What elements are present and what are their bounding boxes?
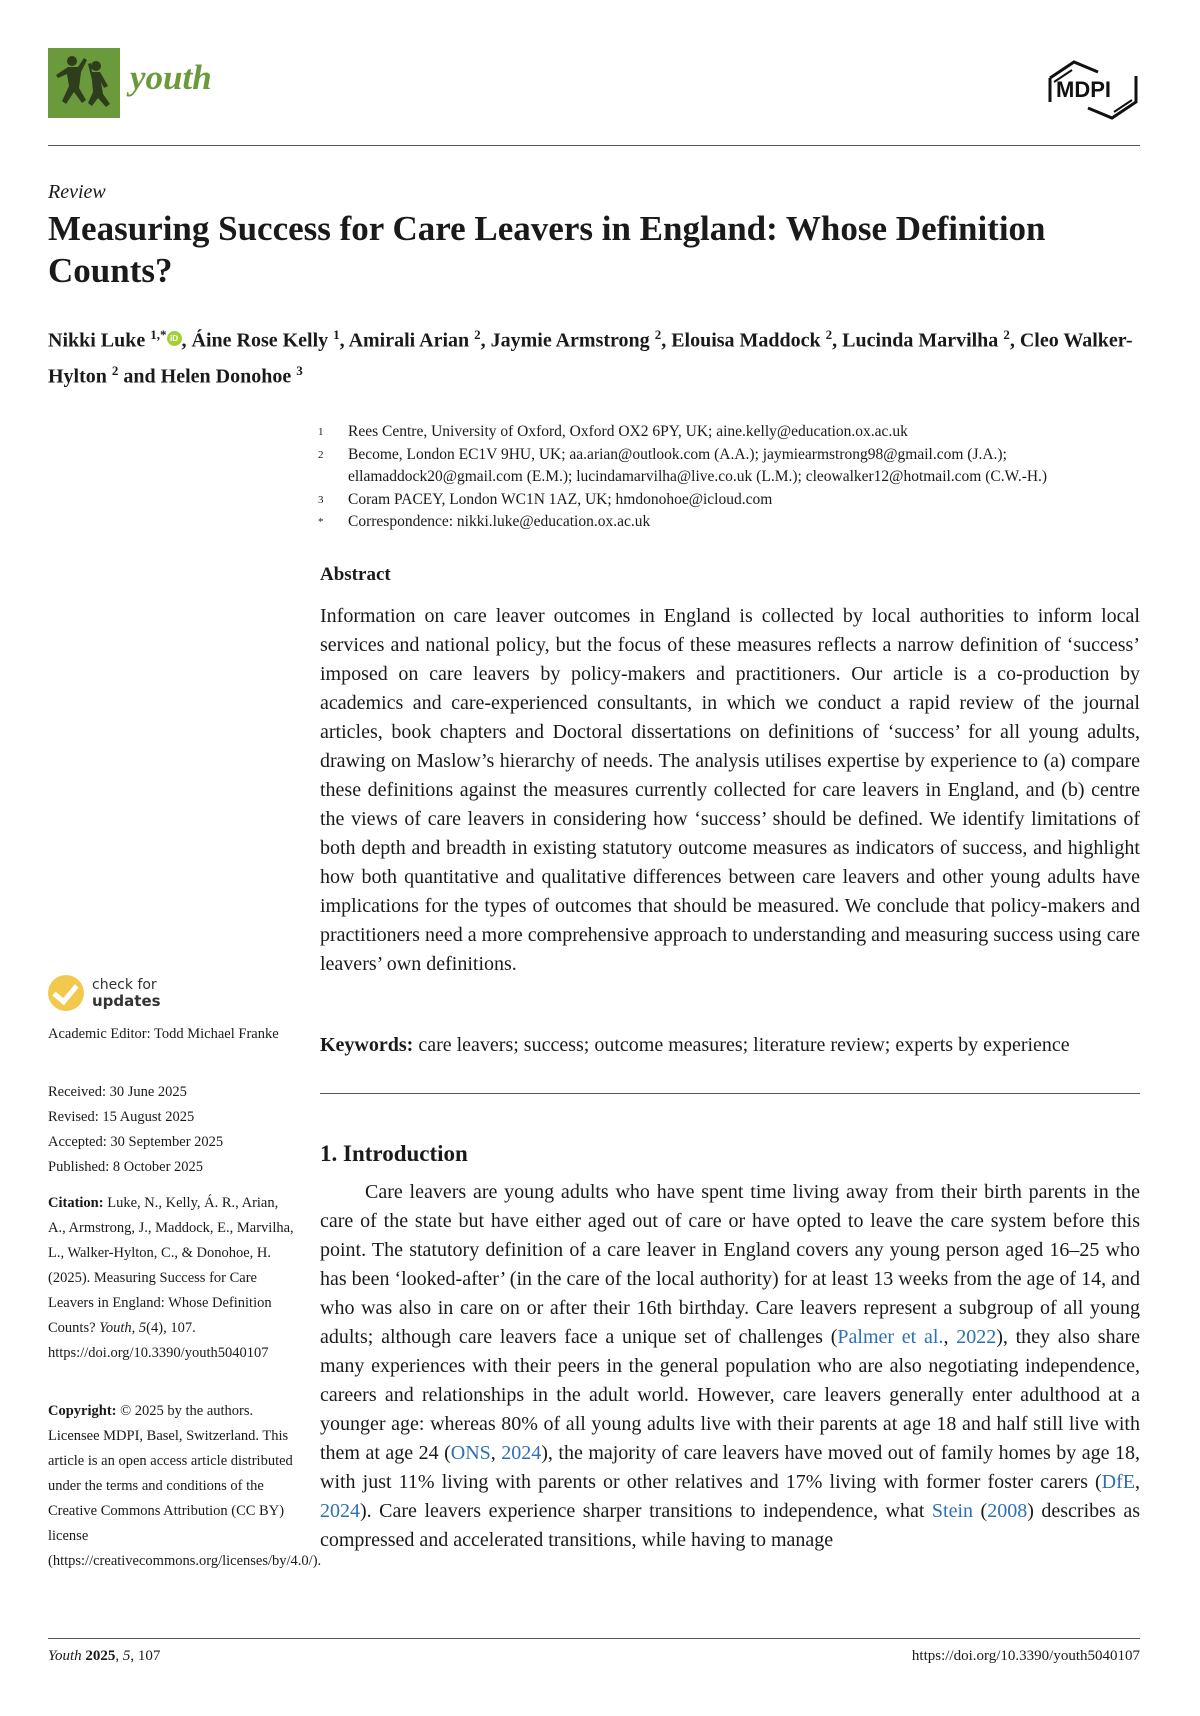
article-type: Review <box>48 181 106 203</box>
footer-volume: 5 <box>122 1648 131 1664</box>
footer-journal-info: Youth 2025, 5, 107 <box>48 1648 161 1664</box>
body-text: ), the majority of care leavers have moved out of family homes by age 18, with just 11% living with parents or other relatives and 17% living with former foster carers ( <box>320 1442 1140 1493</box>
affiliation-mark: 1 <box>318 426 324 438</box>
citation-label: Citation: <box>48 1195 104 1211</box>
author-affiliation-mark: 1 <box>333 327 340 342</box>
author[interactable]: Amirali Arian <box>348 329 470 352</box>
author[interactable]: Lucinda Marvilha <box>842 329 999 352</box>
author-affiliation-mark: 3 <box>296 362 303 378</box>
check-updates-label: check for <box>92 977 157 993</box>
author[interactable]: Áine Rose Kelly <box>191 329 329 352</box>
accepted-date: Accepted: 30 September 2025 <box>48 1134 224 1150</box>
checkmark-icon <box>48 975 84 1011</box>
author[interactable]: Elouisa Maddock <box>671 329 821 352</box>
copyright-label: Copyright: <box>48 1403 117 1419</box>
citation-volume: 5 <box>138 1320 147 1336</box>
keywords <box>320 1034 1150 1057</box>
affiliation-item <box>318 511 1148 534</box>
revised-date: Revised: 15 August 2025 <box>48 1109 195 1125</box>
citation-link[interactable]: 2022 <box>956 1326 997 1348</box>
citation-link[interactable]: 2024 <box>501 1442 542 1464</box>
publication-dates <box>48 1080 298 1180</box>
author-affiliation-mark: 2 <box>1003 327 1010 342</box>
author-affiliation-mark: 2 <box>474 327 481 342</box>
affiliation-text: Become, London EC1V 9HU, UK; aa.arian@outlook.com (A.A.); jaymiearmstrong98@gmail.com (J.A.); ellamaddock20@gmail.com (E.M.); lucindamarvilha@live.co.uk (L.M.); cleowalker12@hotmail.com (C.W.-H.) <box>348 445 1048 485</box>
affiliation-mark: * <box>318 516 324 528</box>
footer-year: 2025 <box>85 1648 116 1664</box>
section-heading-introduction: 1. Introduction <box>320 1141 468 1166</box>
keywords-list: care leavers; success; outcome measures; literature review; experts by experience <box>418 1034 1070 1056</box>
check-updates-label-bold: updates <box>92 992 161 1010</box>
abstract-text: Information on care leaver outcomes in England is collected by local authorities to inform local services and national policy, but the focus of these measures reflects a narrow definition of ‘success’ imposed on care leavers by policy-makers and practitioners. Our article is a co-production by academics and care-experienced consultants, in which we conduct a rapid review of the journal articles, book chapters and Doctoral dissertations on definitions of ‘success’ for all young adults, drawing on Maslow’s hierarchy of needs. The analysis utilises expertise by experience to (a) compare these definitions against the measures currently collected for care leavers in England, and (b) centre the views of care leavers in considering how ‘success’ should be defined. We identify limitations of both depth and breadth in existing statutory outcome measures as indicators of success, and highlight how both quantitative and qualitative differences between care leavers and other young adults have implications for the types of outcomes that should be measured. We conclude that policy-makers and practitioners need a more comprehensive approach to understanding and measuring success using care leavers’ own definitions. <box>320 605 1140 975</box>
author-affiliation-mark: 2 <box>825 327 833 342</box>
body-text: ( <box>973 1500 988 1522</box>
published-date: Published: 8 October 2025 <box>48 1159 204 1175</box>
abstract-heading: Abstract <box>320 564 391 585</box>
authors-connector: and <box>123 365 156 388</box>
header-divider <box>48 145 1140 146</box>
author-affiliation-mark: 2 <box>111 362 119 378</box>
citation-link[interactable]: ONS <box>450 1442 491 1464</box>
footer-page: 107 <box>137 1648 161 1664</box>
citation-link[interactable]: Palmer et al. <box>837 1326 944 1348</box>
affiliation-mark: 2 <box>318 448 324 461</box>
body-text: , <box>943 1326 957 1348</box>
citation-link[interactable]: 2024 <box>320 1500 360 1522</box>
body-text: Care leavers are young adults who have spent time living away from their birth parents in the care of the state but have either aged out of care or have opted to leave the care system before this point. The statutory definition of a care leaver in England covers any young person aged 16–25 who has been ‘looked-after’ (in the care of the local authority) for at least 13 weeks from the age of 14, and who was also in care on or after their 16th birthday. Care leavers represent a subgroup of all young adults; although care leavers face a unique set of challenges ( <box>320 1181 1140 1348</box>
author[interactable]: Jaymie Armstrong <box>490 329 650 352</box>
body-text: , <box>490 1442 502 1464</box>
affiliations-list <box>318 421 1148 534</box>
mdpi-logo-icon <box>1046 56 1140 122</box>
body-text: ) describes as compressed and accelerated transitions, while having to manage <box>320 1500 1140 1551</box>
affiliation-text: Rees Centre, University of Oxford, Oxford OX2 6PY, UK; aine.kelly@education.ox.ac.uk <box>348 423 908 440</box>
citation-link[interactable]: 2008 <box>987 1500 1028 1522</box>
author[interactable]: Nikki Luke <box>48 329 146 352</box>
academic-editor: Academic Editor: Todd Michael Franke <box>48 1026 279 1042</box>
author-affiliation-mark: 2 <box>654 327 662 342</box>
author[interactable]: Helen Donohoe <box>160 365 292 388</box>
affiliation-item <box>318 444 1148 489</box>
citation-link[interactable]: DfE <box>1101 1471 1135 1493</box>
received-date: Received: 30 June 2025 <box>48 1084 187 1100</box>
body-text: , <box>1135 1471 1140 1493</box>
introduction-paragraph <box>320 1178 1140 1555</box>
journal-logo-icon <box>48 48 120 118</box>
orcid-icon[interactable]: iD <box>167 331 182 346</box>
affiliation-text: Coram PACEY, London WC1N 1AZ, UK; hmdonohoe@icloud.com <box>348 490 773 508</box>
affiliation-item <box>318 421 1148 444</box>
copyright-block <box>48 1399 322 1574</box>
copyright-text: © 2025 by the authors. Licensee MDPI, Basel, Switzerland. This article is an open access article distributed under the terms and conditions of the Creative Commons Attribution (CC BY) license (https://creativecommons.org/licenses/by/4.0/). <box>48 1403 322 1569</box>
affiliation-mark: 3 <box>318 493 324 506</box>
author-list: Nikki Luke $^{1,*}$ iD , Áine Rose Kelly $^1$, Amirali Arian $^2$, Jaymie Armstrong $^2$, Elouisa Maddock $^2$, Lucinda Marvilha $^2$, Cleo Walker-Hylton $^2$ and Helen Donohoe $^3$ <box>48 327 1133 388</box>
citation-doi[interactable]: (4), 107. https://doi.org/10.3390/youth5040107 <box>48 1320 269 1361</box>
body-text: ). Care leavers experience sharper transitions to independence, what <box>360 1500 932 1522</box>
footer-doi-link[interactable]: https://doi.org/10.3390/youth5040107 <box>911 1648 1140 1664</box>
journal-name: youth <box>130 58 212 97</box>
keywords-label: Keywords: <box>320 1034 414 1056</box>
body-text: ), they also share many experiences with their peers in the general population who are also negotiating independence, careers and relationships in the adult world. However, care leavers generally enter adulthood at a younger age: whereas 80% of all young adults live with their parents at age 18 and half still live with them at age 24 ( <box>320 1326 1140 1464</box>
citation-journal: Youth <box>99 1320 132 1336</box>
citation-text: Luke, N., Kelly, Á. R., Arian, A., Armstrong, J., Maddock, E., Marvilha, L., Walker-Hylton, C., & Donohoe, H. (2025). Measuring Success for Care Leavers in England: Whose Definition Counts? <box>48 1195 294 1336</box>
footer-divider <box>48 1638 1140 1639</box>
svg-text:MDPI: MDPI <box>1056 77 1111 102</box>
abstract-divider <box>320 1093 1140 1094</box>
affiliation-item <box>318 489 1148 512</box>
check-for-updates-button[interactable] <box>48 975 161 1011</box>
citation-block: Citation: Luke, N., Kelly, Á. R., Arian, A., Armstrong, J., Maddock, E., Marvilha, L., Walker-Hylton, C., & Donohoe, H. (2025). Measuring Success for Care Leavers in England: Whose Definition Counts? Youth, 5(4), 107. https://doi.org/10.3390/youth5040107 <box>48 1195 294 1361</box>
article-title: Measuring Success for Care Leavers in England: Whose Definition Counts? <box>48 209 1046 290</box>
author[interactable]: Cleo Walker-Hylton <box>48 329 1133 388</box>
footer-journal: Youth <box>48 1648 82 1664</box>
correspondence-text: Correspondence: nikki.luke@education.ox.ac.uk <box>348 513 651 530</box>
author-affiliation-mark: 1,* <box>150 327 167 342</box>
citation-link[interactable]: Stein <box>931 1500 974 1522</box>
